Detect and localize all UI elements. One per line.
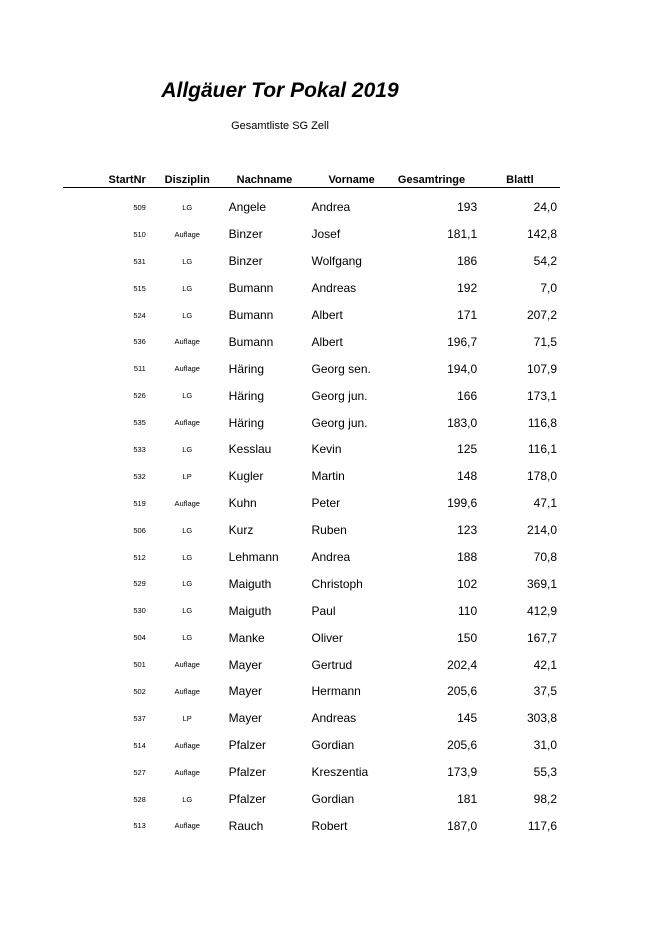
cell-nachname: Häring [228,415,265,430]
cell-vorname: Paul [311,603,336,618]
cell-nachname: Mayer [228,657,262,672]
cell-vorname: Andreas [311,711,357,726]
cell-vorname: Martin [311,469,345,484]
cell-blattl: 54,2 [533,254,557,269]
cell-blattl: 37,5 [533,684,557,699]
cell-disziplin: LG [182,525,193,535]
cell-blattl: 55,3 [533,765,557,780]
cell-blattl: 116,8 [527,415,557,430]
cell-blattl: 70,8 [533,550,557,565]
cell-blattl: 142,8 [526,227,557,242]
cell-gesamtringe: 196,7 [447,334,478,349]
cell-vorname: Andreas [311,281,357,296]
table-row [63,328,560,355]
cell-nachname: Pfalzer [228,765,267,780]
cell-nachname: Häring [228,388,265,403]
table-row [63,221,560,248]
cell-disziplin: Auflage [174,337,200,347]
page-subtitle: Gesamtliste SG Zell [231,120,329,132]
cell-gesamtringe: 205,6 [447,684,478,699]
table-row [63,355,560,382]
cell-nachname: Häring [228,361,265,376]
table-row [63,570,560,597]
cell-startnr: 502 [133,686,146,696]
cell-vorname: Gordian [311,792,355,807]
cell-gesamtringe: 205,6 [447,738,478,753]
cell-gesamtringe: 202,4 [447,657,478,672]
cell-nachname: Pfalzer [228,792,267,807]
cell-startnr: 506 [133,525,146,535]
cell-nachname: Binzer [228,227,263,242]
table-row [63,248,560,275]
cell-disziplin: LG [182,391,193,401]
cell-startnr: 527 [133,767,146,777]
table-body [63,188,560,840]
cell-gesamtringe: 102 [457,576,478,591]
cell-startnr: 536 [133,337,146,347]
cell-disziplin: LG [182,202,193,212]
cell-blattl: 173,1 [526,388,557,403]
cell-gesamtringe: 145 [457,711,478,726]
table-row [63,517,560,544]
cell-vorname: Hermann [311,684,361,699]
cell-blattl: 107,9 [526,361,557,376]
table-row [63,188,560,221]
cell-vorname: Josef [311,227,341,242]
cell-nachname: Bumann [228,334,274,349]
cell-nachname: Kuhn [228,496,257,511]
table-row [63,786,560,813]
table-row [63,705,560,732]
cell-nachname: Rauch [228,818,264,833]
cell-startnr: 512 [133,552,146,562]
cell-vorname: Kevin [311,442,342,457]
cell-blattl: 98,2 [533,792,557,807]
cell-vorname: Ruben [311,523,347,538]
cell-startnr: 513 [133,821,146,831]
cell-disziplin: LG [182,633,193,643]
cell-blattl: 117,6 [527,818,557,833]
cell-startnr: 504 [133,633,146,643]
page-title: Allgäuer Tor Pokal 2019 [161,79,399,102]
cell-nachname: Binzer [228,254,263,269]
cell-disziplin: Auflage [174,229,200,239]
cell-blattl: 71,5 [533,334,557,349]
cell-gesamtringe: 194,0 [447,361,478,376]
cell-vorname: Wolfgang [311,254,362,269]
cell-gesamtringe: 110 [458,603,478,618]
cell-gesamtringe: 192 [457,281,478,296]
cell-startnr: 533 [133,444,146,454]
cell-startnr: 511 [133,364,146,374]
cell-gesamtringe: 150 [457,630,478,645]
table-row [63,759,560,786]
cell-nachname: Manke [228,630,265,645]
cell-nachname: Maiguth [228,576,272,591]
table-row [63,490,560,517]
table-row [63,382,560,409]
cell-nachname: Mayer [228,711,262,726]
cell-blattl: 31,0 [533,738,557,753]
table-row [63,463,560,490]
cell-vorname: Georg sen. [311,361,371,376]
cell-nachname: Angele [228,200,267,215]
cell-disziplin: LP [182,713,192,723]
cell-nachname: Kugler [228,469,264,484]
results-table [63,170,560,839]
cell-disziplin: LG [182,256,193,266]
table-row [63,409,560,436]
cell-disziplin: LG [182,310,193,320]
header-gesamtringe: Gesamtringe [394,170,477,188]
cell-vorname: Albert [311,308,343,322]
cell-vorname: Kreszentia [311,765,369,780]
cell-blattl: 116,1 [527,442,557,457]
cell-blattl: 369,1 [526,576,557,591]
cell-vorname: Gordian [311,738,355,753]
cell-startnr: 501 [133,660,146,670]
cell-startnr: 537 [133,713,146,723]
cell-vorname: Robert [311,818,348,833]
cell-vorname: Christoph [311,576,363,591]
cell-disziplin: LG [182,579,193,589]
cell-disziplin: Auflage [174,767,200,777]
cell-startnr: 515 [133,283,146,293]
cell-disziplin: LG [182,283,193,293]
cell-gesamtringe: 181,1 [447,227,478,242]
cell-nachname: Pfalzer [228,738,267,753]
table-row [63,651,560,678]
cell-startnr: 528 [133,794,146,804]
cell-blattl: 207,2 [526,308,557,322]
cell-nachname: Maiguth [228,603,272,618]
cell-startnr: 509 [133,202,146,212]
cell-disziplin: Auflage [174,660,200,670]
cell-startnr: 524 [133,310,146,320]
cell-startnr: 531 [133,256,146,266]
table-row [63,812,560,839]
cell-nachname: Lehmann [228,550,279,565]
cell-blattl: 178,0 [526,469,557,484]
cell-blattl: 47,1 [533,496,557,511]
cell-disziplin: LG [182,794,193,804]
table-row [63,302,560,329]
cell-blattl: 7,0 [540,281,557,296]
cell-gesamtringe: 193 [457,200,478,215]
cell-gesamtringe: 183,0 [447,415,478,430]
cell-disziplin: LG [182,444,193,454]
header-vorname: Vorname [311,170,394,188]
cell-gesamtringe: 188 [457,550,478,565]
cell-blattl: 24,0 [533,200,557,215]
cell-startnr: 530 [133,606,146,616]
cell-gesamtringe: 171 [457,308,478,322]
cell-startnr: 519 [133,498,146,508]
header-row [63,170,560,188]
table-row [63,678,560,705]
cell-disziplin: LG [182,552,193,562]
cell-blattl: 167,7 [526,630,557,645]
cell-disziplin: LP [182,471,192,481]
cell-gesamtringe: 166 [457,388,478,403]
cell-disziplin: Auflage [174,821,200,831]
cell-vorname: Georg jun. [311,415,368,430]
cell-gesamtringe: 125 [457,442,478,457]
header-blattl: Blattl [477,170,560,188]
cell-disziplin: Auflage [174,364,200,374]
cell-blattl: 42,1 [533,657,557,672]
cell-blattl: 214,0 [526,523,557,538]
cell-startnr: 529 [133,579,146,589]
cell-nachname: Kesslau [228,442,272,457]
cell-startnr: 510 [133,229,146,239]
table-row [63,544,560,571]
cell-gesamtringe: 187,0 [447,818,478,833]
header-disziplin: Disziplin [146,170,229,188]
table-row [63,275,560,302]
cell-vorname: Albert [311,334,343,349]
cell-gesamtringe: 181 [457,792,478,807]
cell-vorname: Andrea [311,550,351,565]
cell-nachname: Kurz [228,523,254,538]
table-row [63,597,560,624]
cell-blattl: 303,8 [526,711,557,726]
cell-disziplin: Auflage [174,498,200,508]
header-startnr: StartNr [63,170,146,188]
cell-nachname: Mayer [228,684,262,699]
cell-disziplin: Auflage [174,686,200,696]
table-header [63,170,560,188]
cell-vorname: Oliver [311,630,343,645]
cell-gesamtringe: 148 [457,469,478,484]
cell-disziplin: LG [182,606,193,616]
cell-startnr: 514 [133,740,146,750]
cell-nachname: Bumann [228,308,274,322]
cell-nachname: Bumann [228,281,274,296]
cell-startnr: 526 [133,391,146,401]
cell-blattl: 412,9 [526,603,557,618]
table-row [63,436,560,463]
cell-gesamtringe: 186 [457,254,478,269]
cell-vorname: Georg jun. [311,388,368,403]
cell-startnr: 532 [133,471,146,481]
cell-gesamtringe: 123 [457,523,478,538]
cell-gesamtringe: 199,6 [447,496,478,511]
cell-vorname: Gertrud [311,657,353,672]
cell-startnr: 535 [133,418,146,428]
cell-vorname: Peter [311,496,341,511]
cell-disziplin: Auflage [174,418,200,428]
cell-disziplin: Auflage [174,740,200,750]
cell-gesamtringe: 173,9 [447,765,478,780]
table-row [63,624,560,651]
table-row [63,732,560,759]
cell-vorname: Andrea [311,200,351,215]
header-nachname: Nachname [229,170,312,188]
